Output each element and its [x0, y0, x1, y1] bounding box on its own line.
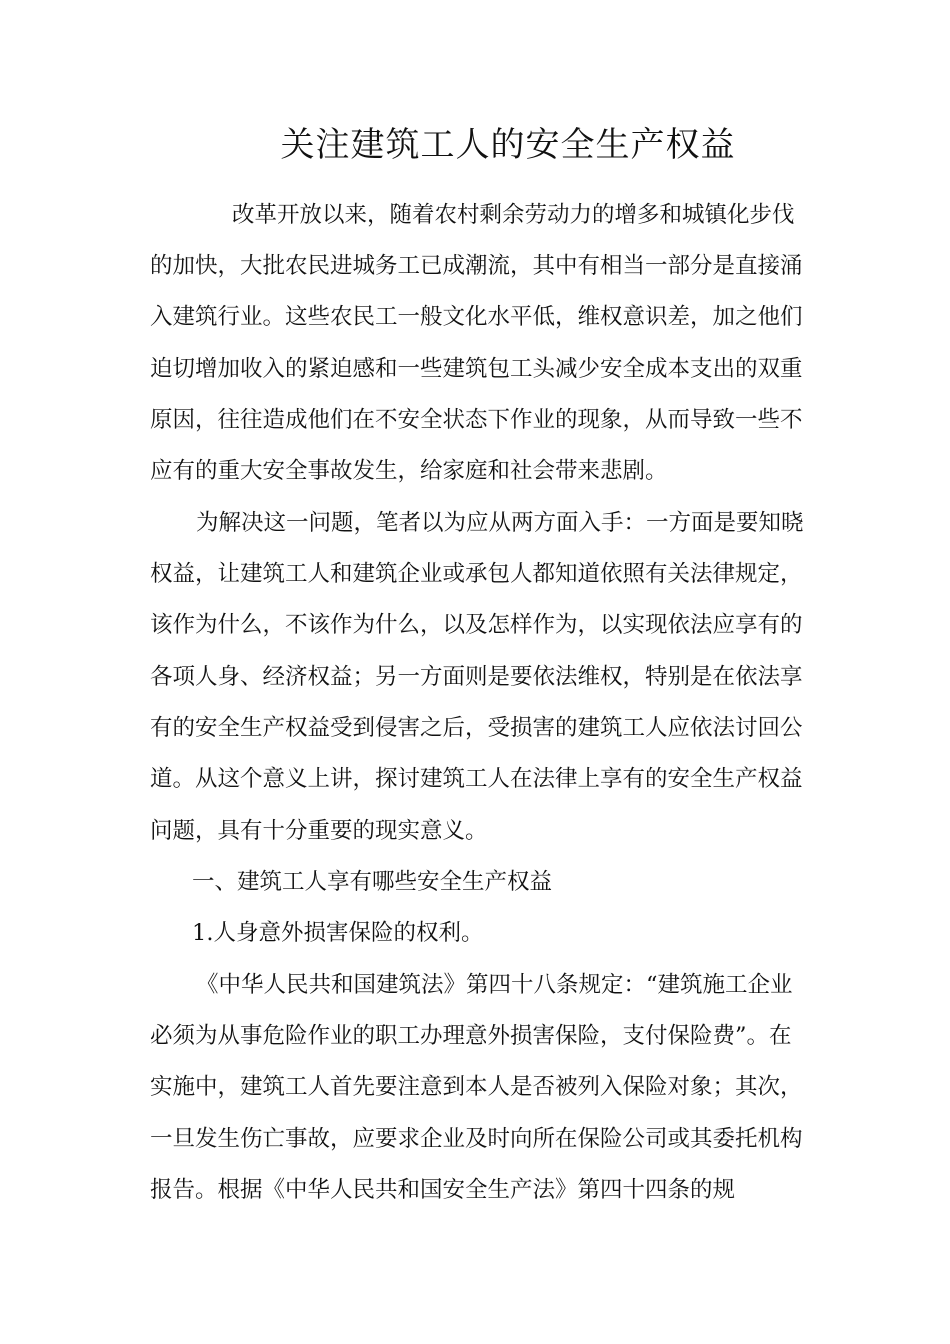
section-heading-1: 一、建筑工人享有哪些安全生产权益	[192, 869, 553, 895]
paragraph-2-line-6: 道。从这个意义上讲，探讨建筑工人在法律上享有的安全生产权益	[150, 766, 803, 792]
document-title: 关注建筑工人的安全生产权益	[280, 125, 736, 165]
paragraph-2-line-5: 有的安全生产权益受到侵害之后，受损害的建筑工人应依法讨回公	[150, 715, 803, 741]
paragraph-1-line-4: 迫切增加收入的紧迫感和一些建筑包工头减少安全成本支出的双重	[150, 356, 803, 382]
paragraph-3-line-3: 实施中，建筑工人首先要注意到本人是否被列入保险对象；其次，	[150, 1074, 803, 1100]
paragraph-2-line-2: 权益，让建筑工人和建筑企业或承包人都知道依照有关法律规定，	[150, 561, 803, 587]
paragraph-2-line-7: 问题，具有十分重要的现实意义。	[150, 818, 488, 844]
subsection-heading-1: 1.人身意外损害保险的权利。	[192, 920, 484, 946]
paragraph-1-line-3: 入建筑行业。这些农民工一般文化水平低，维权意识差，加之他们	[150, 304, 803, 330]
paragraph-1-line-6: 应有的重大安全事故发生，给家庭和社会带来悲剧。	[150, 458, 668, 484]
paragraph-2-line-1: 为解决这一问题，笔者以为应从两方面入手：一方面是要知晓	[196, 510, 804, 536]
paragraph-1-line-1: 改革开放以来，随着农村剩余劳动力的增多和城镇化步伐	[232, 202, 795, 228]
paragraph-3-line-2: 必须为从事危险作业的职工办理意外损害保险，支付保险费”。在	[150, 1023, 792, 1049]
paragraph-2-line-4: 各项人身、经济权益；另一方面则是要依法维权，特别是在依法享	[150, 664, 803, 690]
paragraph-3-line-5: 报告。根据《中华人民共和国安全生产法》第四十四条的规	[150, 1177, 736, 1203]
paragraph-3-line-1: 《中华人民共和国建筑法》第四十八条规定：“建筑施工企业	[196, 972, 793, 998]
paragraph-1-line-5: 原因，往往造成他们在不安全状态下作业的现象，从而导致一些不	[150, 407, 803, 433]
paragraph-2-line-3: 该作为什么，不该作为什么，以及怎样作为，以实现依法应享有的	[150, 612, 803, 638]
paragraph-3-line-4: 一旦发生伤亡事故，应要求企业及时向所在保险公司或其委托机构	[150, 1126, 803, 1152]
paragraph-1-line-2: 的加快，大批农民进城务工已成潮流，其中有相当一部分是直接涌	[150, 253, 803, 279]
